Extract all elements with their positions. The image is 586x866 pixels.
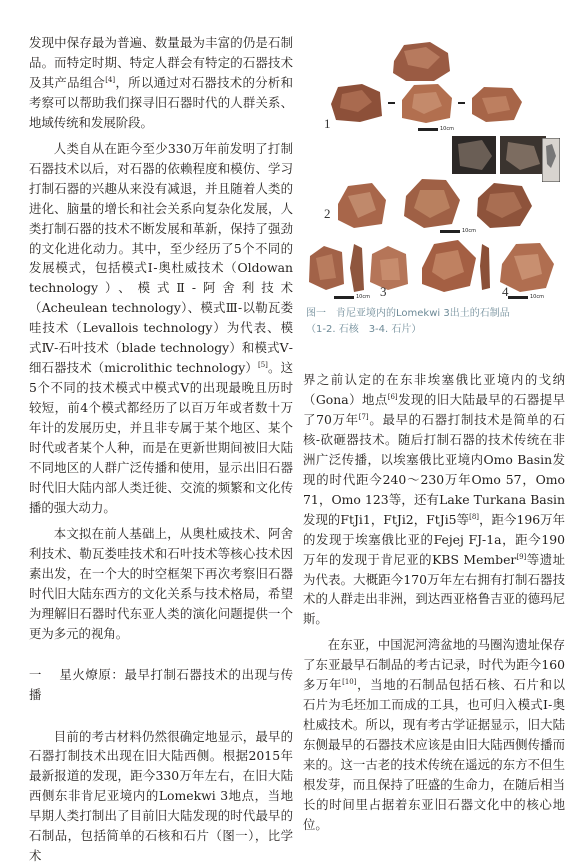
core-2-right-view (474, 180, 534, 230)
core-1-front-view (396, 82, 454, 124)
paragraph-east-asia: 在东亚，中国泥河湾盆地的马圈沟遗址保存了东亚最早石制品的考古记录，时代为距今160多万年[10]，当地的石制品包括石核、石片和以石片为毛坯加工而成的工具，也可归入模式Ⅰ-奥杜威技术。所以，现有考古学证据显示，旧大陆东侧最早的石器技术应该是由旧大陆西侧传播而来的。这一古老的技术传统在遥远的东方不但生根发芽，而且保持了旺盛的生命力，在随后相当长的时间里占据着东亚旧石器文化中的核心地位。 (303, 635, 565, 835)
scale-bar-4 (508, 296, 528, 299)
paragraph-technology-modes: 人类自从在距今至少330万年前发明了打制石器技术以后，对石器的依赖程度和模仿、学习打制石器的兴趣从来没有减退，并且随着人类的进化、脑量的增长和社会关系向复杂化发展，人类打制石器的技术不断发展和革新，保持了强劲的文化进化动力。其中，至少经历了5个不同的发展模式，包括模式Ⅰ-奥杜威技术（Oldowan technology）、模式Ⅱ-阿舍利技术（Acheulean technology）、模式Ⅲ-以勒瓦娄哇技术（Levallois technology）为代表、模式Ⅳ-石叶技术（blade technology）和模式Ⅴ-细石器技术（microlithic technology）[5]。这5个不同的技术模式中模式Ⅴ的出现最晚且历时较短，前4个模式都经历了以百万年或者数十万年计的发展历史，并且非专属于某个地区、某个时代或者某个人种，而是在更新世期间被旧大陆不同地区的人群广泛传播和使用，显示出旧石器时代旧大陆内部人类迁徙、交流的频繁和文化传播的强大动力。 (29, 139, 293, 518)
core-2-left-view (334, 180, 388, 230)
paragraph-african-spread: 界之前认定的在东非埃塞俄比亚境内的戈纳（Gona）地点[6]发现的旧大陆最早的石器提早了70万年[7]。最早的石器打制技术是简单的石核-砍砸器技术。随后打制石器的技术传统在非洲广泛传播，以埃塞俄比亚境内Omo Basin发现的时代距今240～230万年Omo 57，Omo 71，Omo 123等，还有Lake Turkana Basin发现的FtJi1，FtJi2，FtJi5等[8]，距今196万年的发现于埃塞俄比亚的Fejej FJ-1a，距今190万年的发现于肯尼亚的KBS Member[9]等遗址为代表。大概距今170万年左右拥有打制石器技术的人群走出非洲，到达西亚格鲁吉亚的德玛尼斯。 (303, 370, 565, 629)
scale-bar-label-1: 10cm (440, 126, 454, 132)
scale-bar-3 (334, 296, 354, 299)
core-2-detail-photo-a (452, 136, 496, 174)
figure-lomekwi-artifacts (306, 38, 562, 304)
scale-bar-label-2: 10cm (462, 228, 476, 234)
section-heading (29, 665, 293, 705)
flake-4-dorsal-view (418, 238, 478, 294)
flake-3-dorsal-view (306, 244, 346, 292)
citation[interactable]: [4] (105, 76, 115, 84)
figure-caption-subtitle: （1-2. 石核 3-4. 石片） (306, 322, 562, 338)
citation[interactable]: [9] (516, 552, 526, 560)
section-number: 一 (29, 667, 42, 682)
core-2-detail-photo-b (500, 136, 546, 174)
core-1-top-view (390, 41, 452, 83)
core-1-side-view (328, 82, 384, 124)
scale-bar-label-4: 10cm (530, 294, 544, 300)
citation[interactable]: [10] (342, 678, 356, 686)
citation[interactable]: [5] (258, 361, 268, 369)
scale-bar-2 (440, 230, 460, 233)
scale-bar-1 (418, 128, 438, 131)
left-column (29, 33, 293, 866)
citation[interactable]: [6] (388, 393, 398, 401)
citation[interactable]: [7] (359, 413, 369, 421)
citation[interactable]: [8] (469, 513, 479, 521)
flake-3-ventral-view (368, 244, 410, 292)
core-2-front-view (400, 176, 462, 230)
figure-caption (306, 306, 562, 338)
right-column (303, 370, 565, 835)
figure-label-2: 2 (324, 206, 331, 222)
paragraph-earliest-tools: 目前的考古材料仍然很确定地显示，最早的石器打制技术出现在旧大陆西侧。根据2015年最新报道的发现，距今330万年左右，在旧大陆西侧东非肯尼亚境内的Lomekwi 3地点，当地早期人类打制出了目前旧大陆发现的时代最早的石制品，包括简单的石核和石片（图一），比学术 (29, 727, 293, 866)
figure-label-1: 1 (324, 116, 331, 132)
flake-3-side-view (348, 242, 366, 294)
figure-label-4: 4 (502, 284, 509, 300)
paragraph-aim: 本文拟在前人基础上，从奥杜威技术、阿舍利技术、勒瓦娄哇技术和石叶技术等核心技术因素出发，在一个大的时空框架下再次考察旧石器时代旧大陆东西方的文化关系与技术格局，希望为理解旧石器时代东亚人类的演化问题提供一个更为多元的视角。 (29, 524, 293, 644)
figure-caption-title: 图一 肯尼亚境内的Lomekwi 3出土的石制品 (306, 306, 562, 322)
core-1-bottom-view (468, 84, 524, 124)
scale-bar-label-3: 10cm (356, 294, 370, 300)
flake-4-side-view (478, 242, 492, 292)
section-title: 星火燎原：最早打制石器技术的出现与传播 (29, 667, 293, 702)
figure-label-3: 3 (380, 284, 387, 300)
paragraph-intro-end: 发现中保存最为普遍、数量最为丰富的仍是石制品。而特定时期、特定人群会有特定的石器技术及其产品组合[4]，所以通过对石器技术的分析和考察可以帮助我们探寻旧石器时代的人群关系、地域传统和发展阶段。 (29, 33, 293, 133)
core-2-map-inset (542, 138, 560, 182)
